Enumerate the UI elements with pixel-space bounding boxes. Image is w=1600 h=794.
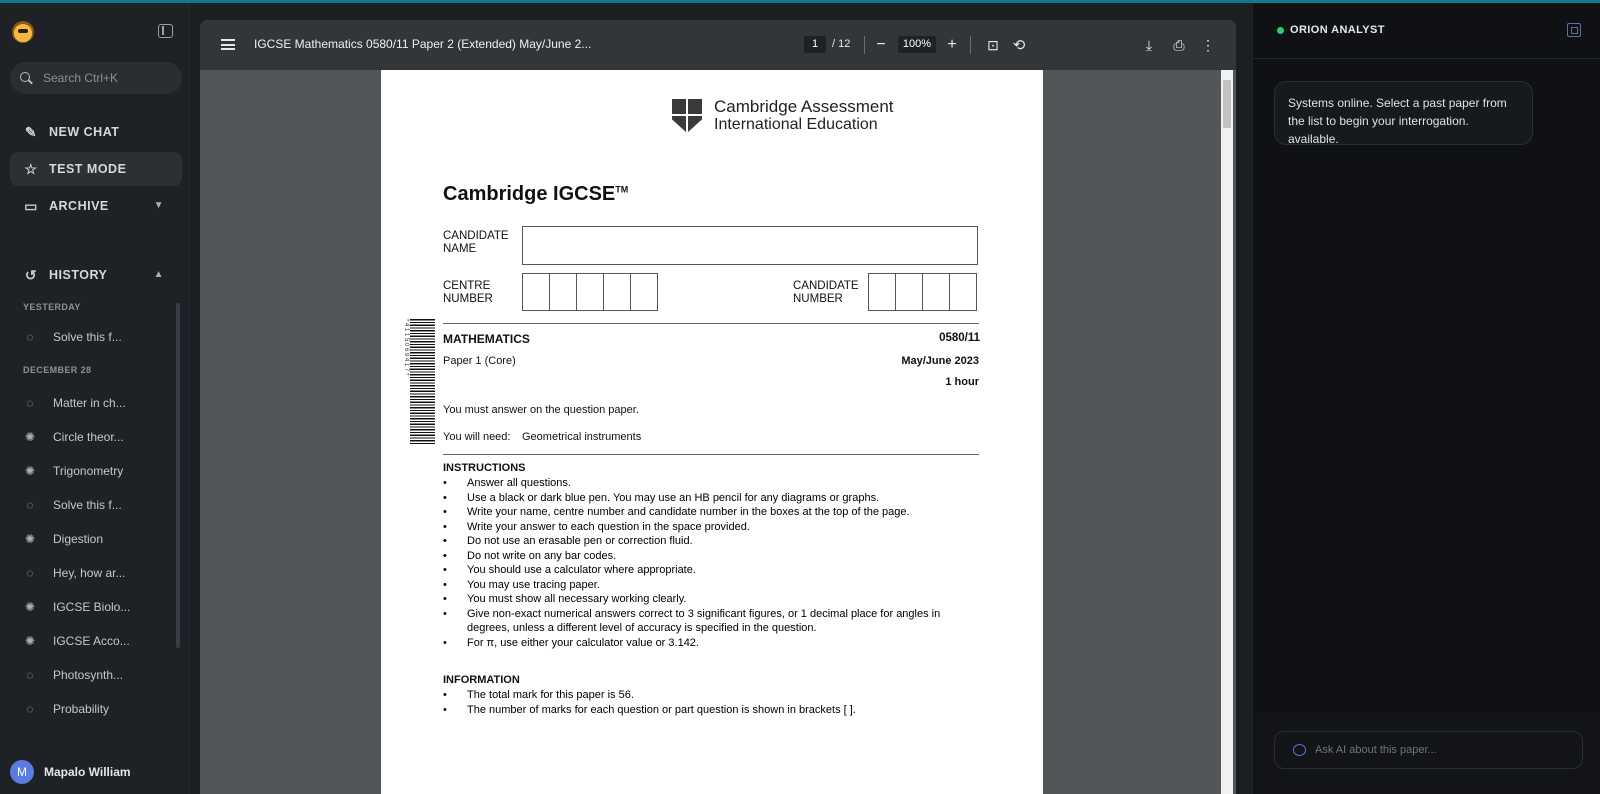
ai-header [1253,3,1600,59]
user-name: Mapalo William [44,765,131,779]
subject: MATHEMATICS [443,332,530,346]
paper-code: 0580/11 [939,332,980,344]
instruction-item: • You should use a calculator where appropriate. [443,564,696,576]
ai-input-box[interactable] [1274,731,1583,769]
avatar: M [10,760,34,784]
centre-number-cell [522,273,550,311]
group-label: DECEMBER 28 [23,365,92,375]
candidate-name-label [443,230,509,256]
archive-label: ARCHIVE [49,199,109,213]
document-title: IGCSE Mathematics 0580/11 Paper 2 (Extended) May/June 2... [254,37,592,51]
history-item-label: Photosynth... [53,668,124,682]
history-item[interactable] [22,596,130,618]
brand-line-2: International Education [714,116,878,133]
history-item[interactable] [22,630,130,652]
print-icon[interactable]: ⎙ [1173,36,1185,53]
chat-bubble-icon [1293,744,1306,756]
history-item-label: IGCSE Biolo... [53,600,131,614]
candidate-name-box [522,226,978,265]
ai-panel-title: ORION ANALYST [1290,24,1385,36]
history-item[interactable] [22,426,124,448]
candidate-name-label-l1: CANDIDATE [443,230,509,242]
instruction-item: • For π, use either your calculator value or 3.142. [443,636,699,649]
history-item[interactable] [22,562,125,584]
instruction-item: • Write your name, centre number and candidate number in the boxes at the top of the page. [443,506,910,518]
history-item[interactable] [22,528,103,550]
rotate-icon[interactable]: ⟲ [1012,37,1026,54]
trademark-mark: TM [615,184,629,195]
instruction-item: • Use a black or dark blue pen. You may use an HB pencil for any diagrams or graphs. [443,491,880,504]
candidate-name-label-l2: NAME [443,243,477,255]
history-item-label: Digestion [53,532,104,546]
instruction-text: Write your answer to each question in the space provided. [467,520,750,533]
barcode [410,319,435,445]
search-box[interactable] [10,62,182,94]
sidebar-scrollbar[interactable] [176,303,180,648]
instruction-text: You should use a calculator where appropriate. [467,564,696,576]
instruction-text: Answer all questions. [467,477,571,489]
pdf-scrollbar[interactable] [1221,70,1233,794]
test-mode-button[interactable] [10,152,182,186]
barcode-digits: * 4 1 1 5 0 6 9 4 1 7 * [403,319,409,376]
fit-page-icon[interactable]: ⊡ [987,36,999,53]
sidebar-toggle-icon[interactable] [158,24,173,38]
instruction-text: You may use tracing paper. [467,578,600,591]
brand-line-1: Cambridge Assessment [714,97,894,116]
chat-bubble-icon: ◌ [26,330,34,344]
centre-number-cell [630,273,658,311]
star-icon: ☆ [24,160,38,177]
online-status-icon [1277,27,1284,34]
pdf-viewer [200,20,1236,794]
paper-name: Paper 1 (Core) [443,355,516,367]
archive-icon: ▭ [24,197,38,214]
history-item-label: IGCSE Acco... [53,634,130,648]
centre-number-cell [549,273,577,311]
toolbar-divider [864,36,865,54]
archive-button[interactable] [10,189,182,223]
openai-icon: ✺ [24,634,36,648]
need-label: You will need: [443,431,511,443]
ai-chat-input[interactable] [1315,744,1565,756]
history-item[interactable] [22,460,123,482]
more-options-icon[interactable]: ⋮ [1201,36,1215,53]
centre-number-cell [603,273,631,311]
must-answer-note: You must answer on the question paper. [443,404,639,416]
candidate-number-cell [949,273,977,311]
centre-number-label [443,280,493,306]
session: May/June 2023 [901,355,979,367]
user-profile[interactable] [10,760,131,784]
app-logo-icon[interactable] [12,21,34,43]
ai-message: Systems online. Select a past paper from the list to begin your interrogation. available. [1274,81,1533,145]
history-item[interactable] [22,698,109,720]
pdf-toolbar [200,20,1236,70]
history-item[interactable] [22,664,123,686]
history-item-label: Matter in ch... [53,396,126,410]
paper-heading [443,183,628,206]
zoom-in-button[interactable]: + [947,36,957,53]
candidate-number-cell [895,273,923,311]
history-item-label: Hey, how ar... [53,566,126,580]
chat-bubble-icon: ◌ [26,668,34,682]
candidate-number-cell [868,273,896,311]
openai-icon: ✺ [24,464,36,478]
need-value: Geometrical instruments [522,431,642,443]
candidate-number-label-l2: NUMBER [793,293,843,305]
new-chat-label: NEW CHAT [49,125,120,139]
sidebar [0,3,190,794]
chevron-up-icon: ▲ [153,269,164,280]
instruction-item: • Write your answer to each question in the space provided. [443,520,750,533]
openai-icon: ✺ [24,430,36,444]
instruction-text: Do not use an erasable pen or correction fluid. [467,535,693,547]
candidate-number-cell [922,273,950,311]
cambridge-crest-icon [672,99,702,133]
search-input[interactable] [43,71,173,85]
history-item[interactable] [22,326,122,348]
toolbar-divider [970,36,971,54]
instruction-text: Give non-exact numerical answers correct to 3 significant figures, or 1 decimal place for angles in degrees, unless a different level of accuracy is specified in the question. [467,607,941,634]
instruction-item: • Answer all questions. [443,477,571,489]
instruction-item: • Do not use an erasable pen or correction fluid. [443,535,693,547]
instruction-text: You must show all necessary working clearly. [467,593,687,605]
centre-number-label-l2: NUMBER [443,293,493,305]
instruction-item: • You may use tracing paper. [443,578,600,591]
information-title: INFORMATION [443,674,520,686]
history-item-label: Trigonometry [53,464,124,478]
group-label: YESTERDAY [23,302,81,312]
history-item-label: Probability [53,702,110,716]
zoom-out-button[interactable]: − [876,36,886,53]
history-item[interactable] [22,392,126,414]
instruction-text: Use a black or dark blue pen. You may use an HB pencil for any diagrams or graphs. [467,491,880,504]
chat-bubble-icon: ◌ [26,498,34,512]
test-mode-label: TEST MODE [49,162,127,176]
history-item-label: Solve this f... [53,498,122,512]
instruction-text: For π, use either your calculator value or 3.142. [467,636,699,649]
divider [443,454,979,455]
download-icon[interactable]: ⤓ [1145,36,1153,53]
centre-number-cell [576,273,604,311]
instruction-text: Do not write on any bar codes. [467,549,617,562]
history-icon: ↺ [24,266,38,283]
chevron-down-icon: ▼ [153,200,164,211]
instruction-text: Write your name, centre number and candidate number in the boxes at the top of the page. [467,506,910,518]
instruction-item: • Do not write on any bar codes. [443,549,617,562]
menu-icon[interactable] [221,39,235,50]
paper-heading-text: Cambridge IGCSE [443,183,616,205]
edit-icon: ✎ [24,123,38,140]
history-item-label: Solve this f... [53,330,122,344]
history-item[interactable] [22,494,122,516]
history-toggle[interactable] [10,258,182,292]
duration: 1 hour [945,376,979,388]
page-total: / 12 [832,38,851,50]
chat-bubble-icon: ◌ [26,702,34,716]
candidate-number-label [793,280,859,306]
history-label: HISTORY [49,268,108,282]
candidate-number-label-l1: CANDIDATE [793,280,859,292]
openai-icon: ✺ [24,532,36,546]
zoom-level-input[interactable]: 100% [898,36,936,53]
instruction-item: • You must show all necessary working clearly. [443,593,687,605]
information-text: The total mark for this paper is 56. [467,689,634,701]
cpu-chip-icon[interactable] [1567,23,1581,37]
history-item-label: Circle theor... [53,430,124,444]
openai-icon: ✺ [24,600,36,614]
information-item: • The total mark for this paper is 56. [443,689,634,701]
centre-number-label-l1: CENTRE [443,280,491,292]
search-icon [20,72,33,85]
chat-bubble-icon: ◌ [26,566,34,580]
information-item: • The number of marks for each question or part question is shown in brackets [ ]. [443,703,856,716]
information-text: The number of marks for each question or part question is shown in brackets [ ]. [467,703,856,716]
instructions-title: INSTRUCTIONS [443,462,526,474]
new-chat-button[interactable] [10,115,182,149]
divider [443,323,979,324]
pdf-scrollbar-thumb[interactable] [1223,80,1231,128]
pdf-page [381,70,1043,794]
chat-bubble-icon: ◌ [26,396,34,410]
ai-panel [1252,3,1600,794]
instruction-item: • Give non-exact numerical answers correct to 3 significant figures, or 1 decimal place for angles in degrees, unless a different level of accuracy is specified in the question. [443,607,963,636]
page-number-input[interactable]: 1 [804,36,826,53]
